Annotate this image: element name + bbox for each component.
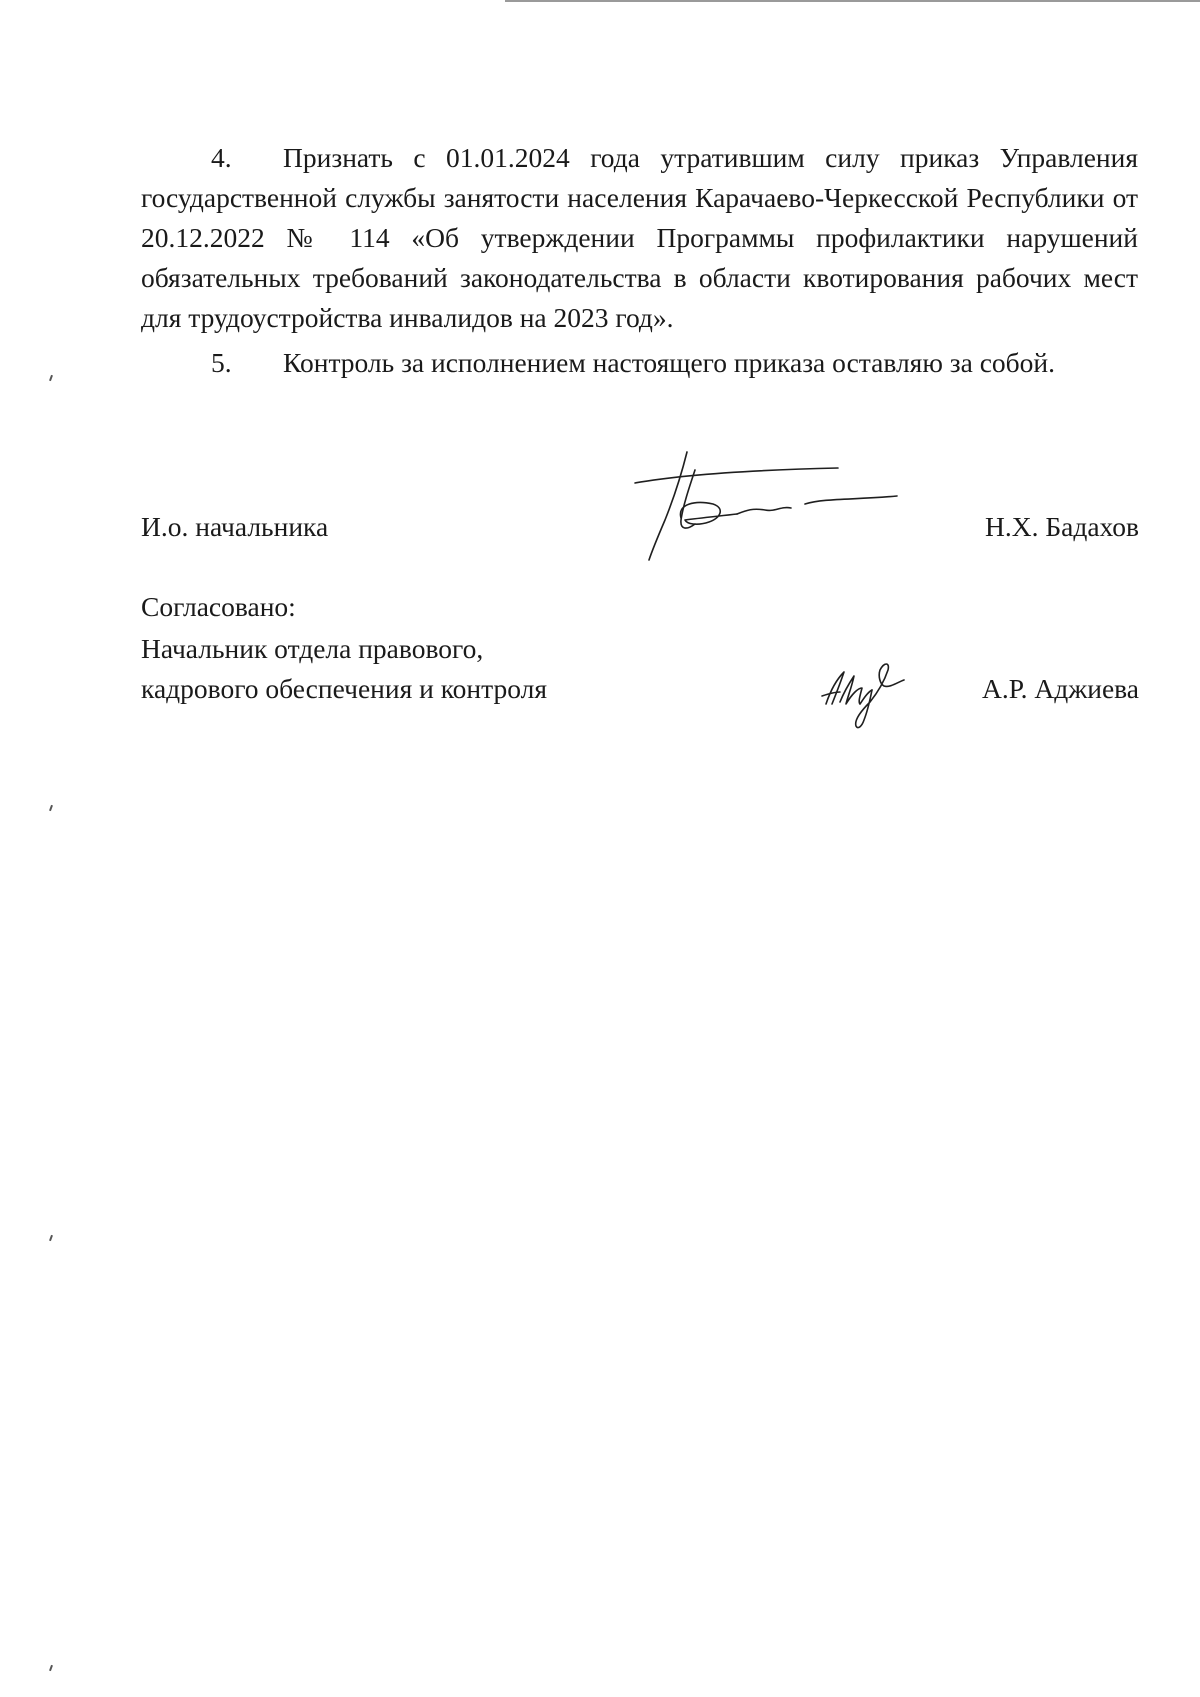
approval-position-line1: Начальник отдела правового, (141, 633, 484, 664)
scan-speck (49, 1665, 53, 1671)
approval-heading: Согласовано: (141, 591, 296, 622)
signature-adzhieva (818, 652, 928, 732)
item-5 (141, 343, 1138, 383)
scan-speck (49, 375, 53, 381)
item-number: 5. (211, 347, 232, 378)
item-text: Контроль за исполнением настоящего приказа оставляю за собой. (283, 347, 1055, 378)
approval-position-line2: кадрового обеспечения и контроля (141, 673, 548, 704)
item-text: Признать с 01.01.2024 года утратившим силу приказ Управления государственной службы занятости населения Карачаево-Черкесской Республики от 20.12.2022 № 114 «Об утверждении Программы профилактики нарушений обязательных требований законодательства в области квотирования рабочих мест для трудоустройства инвалидов на 2023 год». (141, 142, 1138, 333)
item-4 (141, 138, 1138, 338)
approval-name: А.Р. Аджиева (982, 673, 1139, 704)
item-number: 4. (211, 142, 232, 173)
item-5-paragraph (141, 343, 1138, 383)
signatory-position: И.о. начальника (141, 511, 329, 542)
scan-edge-line (505, 0, 1200, 2)
scan-speck (49, 805, 53, 811)
signature-badakhov (625, 448, 905, 563)
signatory-name: Н.Х. Бадахов (985, 511, 1139, 542)
scan-speck (49, 1235, 53, 1241)
item-4-paragraph (141, 138, 1138, 338)
